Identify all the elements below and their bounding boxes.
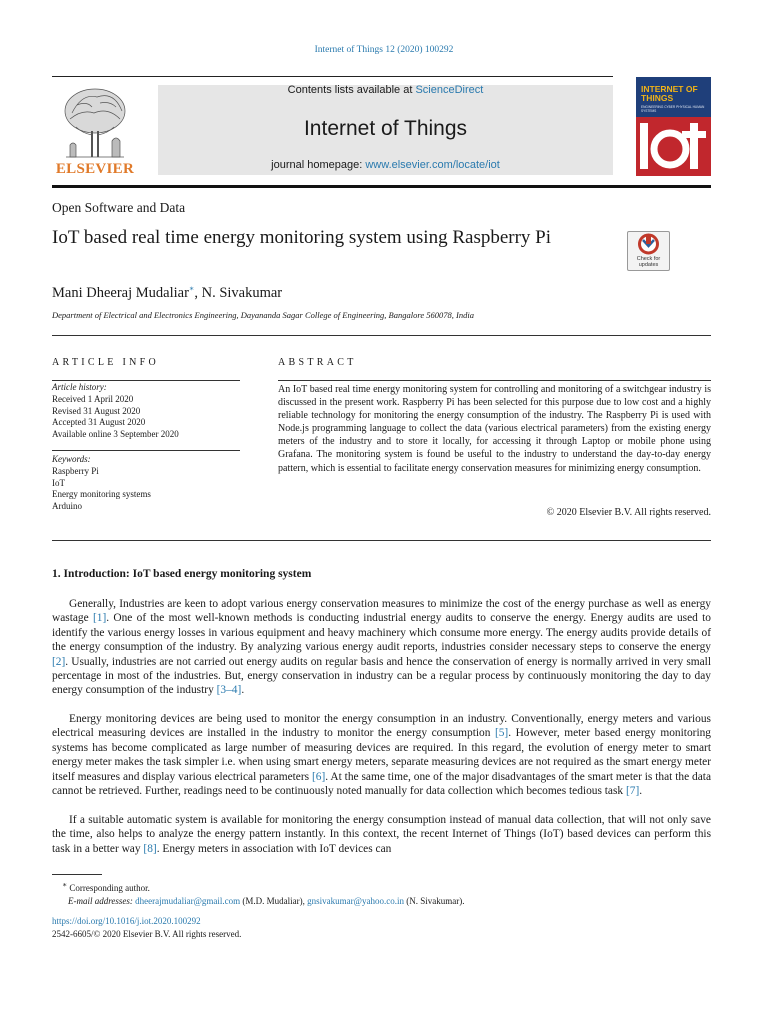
homepage-line [158,159,613,171]
contents-prefix: Contents lists available at [287,84,416,96]
issn-copyright: 2542-6605/© 2020 Elsevier B.V. All rights reserved. [52,928,242,939]
check-updates-icon [628,232,669,256]
abstract-heading: ABSTRACT [278,357,357,368]
footnote-rule [52,874,102,875]
article-history [52,382,240,441]
history-revised: Revised 31 August 2020 [52,405,141,416]
author-2: N. Sivakumar [201,284,283,301]
citation-link[interactable]: [6] [311,770,326,783]
history-online: Available online 3 September 2020 [52,429,179,440]
keyword-item: Energy monitoring systems [52,489,151,500]
publisher-name: ELSEVIER [55,161,135,177]
citation-link[interactable]: [1] [92,612,107,625]
paragraph-text: . [639,785,643,798]
paragraph-text: Generally, Industries are keen to adopt various energy conservation measures to minimize the cost of the energy purchase as well as energy wastage [52,598,711,625]
masthead-top-rule [52,76,613,77]
article-section-type: Open Software and Data [52,200,186,215]
journal-homepage-link[interactable]: www.elsevier.com/locate/iot [365,159,500,171]
abstract-bottom-rule [52,540,711,541]
affiliation-rule [52,335,711,336]
corresponding-label: Corresponding author. [69,883,150,893]
masthead-bottom-rule [52,185,711,188]
keywords-rule [52,450,240,451]
paragraph-text: . Usually, industries are not carried out energy audits on regular basis and hence the conservation of energy is normally arrived in very small percentage in most of the industries. But, energy conservation in industry can be a regular process by continuously monitoring the day to day energy consumption of the industry [52,655,711,697]
citation-link[interactable]: [5] [494,727,509,740]
article-info-rule [52,380,240,381]
paragraph-text: . Energy meters in association with IoT devices can [156,842,392,855]
body-paragraph-2 [52,712,711,798]
paragraph-text: . At the same time, one of the major disadvantages of the smart meter is that the data cannot be retrieved. Further, readings need to be continuously noted manually for data collection which becomes tedious task [52,770,711,798]
doi-block [52,915,711,940]
paragraph-text: . [241,684,245,697]
contents-line [158,84,613,96]
footnote-mark: ∗ [62,880,68,889]
doi-link[interactable]: https://doi.org/10.1016/j.iot.2020.100292 [52,916,201,926]
citation-link[interactable]: [7] [625,785,640,798]
abstract-copyright: © 2020 Elsevier B.V. All rights reserved. [546,507,711,518]
paragraph-text: . One of the most well-known methods is conducting industrial energy audits to conserve the energy. Energy audits are used to identify the various energy losses in various equipment and heavy machinery which consume more energy. The energy audits provide details of the energy consumption of the industry. By analyzing various energy audit reports, industries consider necessary steps to conserve the energy [52,612,711,654]
cover-artwork [636,117,711,176]
section-heading-introduction: 1. Introduction: IoT based energy monitoring system [52,568,312,580]
article-info-heading: ARTICLE INFO [52,357,160,368]
history-label: Article history: [52,382,107,392]
journal-citation-link[interactable]: Internet of Things 12 (2020) 100292 [314,45,454,55]
keyword-item: Raspberry Pi [52,465,99,476]
author-list [52,284,282,302]
journal-cover-image [636,77,711,176]
email-link-mudaliar[interactable]: dheerajmudaliar@gmail.com [135,895,241,906]
footnotes [52,879,711,907]
email-addresses [52,895,711,908]
author-1: Mani Dheeraj Mudaliar [52,284,189,301]
journal-title: Internet of Things [303,117,468,140]
history-received: Received 1 April 2020 [52,393,134,404]
citation-link[interactable]: [8] [143,842,157,855]
paragraph-text: If a suitable automatic system is available for monitoring the energy consumption instead of manual data collection, that will not only save the time, also helps to analyze the energy pattern instantly. In this context, the recent Internet of Things (IoT) based devices can perform this task in a better way [52,814,711,855]
homepage-prefix: journal homepage: [271,159,366,171]
keyword-item: IoT [52,477,65,488]
citation-link[interactable]: [2] [52,655,66,668]
keywords-label: Keywords: [52,454,91,464]
cover-subtitle: ENGINEERING CYBER PHYSICAL HUMAN SYSTEMS [641,105,705,113]
corresponding-author-note [52,879,711,895]
body-paragraph-1 [52,597,711,698]
keyword-item: Arduino [52,501,82,512]
author-separator: , [194,284,202,301]
paper-title: IoT based real time energy monitoring system using Raspberry Pi [52,227,552,248]
history-accepted: Accepted 31 August 2020 [52,417,146,428]
body-paragraph-3 [52,813,711,856]
paragraph-text: . However, meter based energy monitoring systems has become complicated as large number of measuring devices are required. In this regard, the evolution of energy meter to smart energy meter makes the task simpler i.e. when using smart energy meters, separate measuring devices are not required as the smart energy meter itself measures and display various electrical parameters [52,727,711,783]
citation-link[interactable]: [3–4] [216,684,242,697]
abstract-rule [278,380,711,381]
author-affiliation: Department of Electrical and Electronics Engineering, Dayananda Sagar College of Engineering, Bangalore 560078, India [52,310,474,320]
corresponding-author-mark[interactable]: ∗ [188,284,195,293]
email-owner: (M.D. Mudaliar), [240,895,308,906]
check-updates-label: Check for updates [636,256,661,268]
paragraph-text: Energy monitoring devices are being used to monitor the energy consumption in an industry. Conventionally, energy meters and various electrical measuring devices are installed in the industry to monitor the energy consumption [52,713,711,740]
abstract-text: An IoT based real time energy monitoring system for controlling and monitoring of a switchgear industry is discussed in the present work. Raspberry Pi has been selected for this purpose due to low cost and a highly reliable technology for monitoring the energy consumption of the industry. The Raspberry Pi is used with Node.js programming language to collect the data (various electrical parameters) from the existing energy meters of the industry and to store it locally, for accessing it through Laptop or mobile phone using Grafana. The monitoring system is found be useful to the industry to understand the day-to-day energy pattern, which is essential to facilitate energy conservation measures for minimizing energy consumption. [278,384,711,474]
keywords-list [52,454,240,513]
email-owner: (N. Sivakumar). [403,895,465,906]
cover-title: INTERNET OF THINGS [641,84,698,103]
email-label: E-mail addresses: [68,895,136,906]
check-for-updates-button[interactable] [627,231,670,271]
sciencedirect-link[interactable]: ScienceDirect [415,84,484,96]
email-link-sivakumar[interactable]: gnsivakumar@yahoo.co.in [307,895,404,906]
